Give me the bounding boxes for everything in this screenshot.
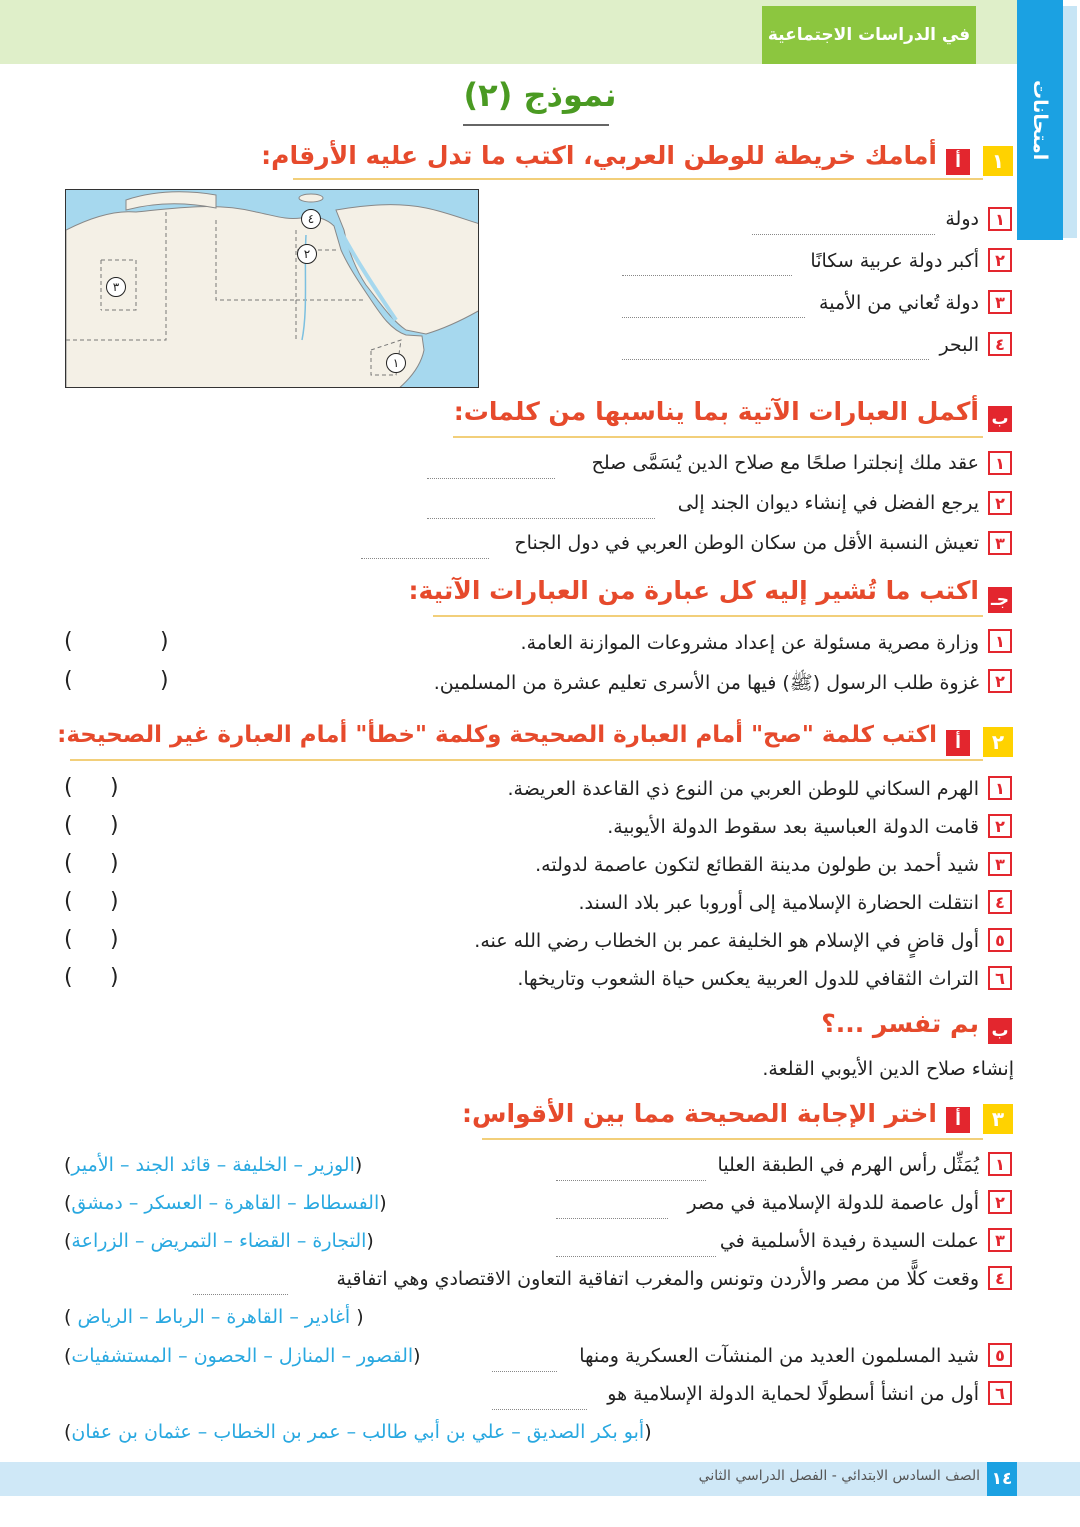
- q2-a-item-4-text: انتقلت الحضارة الإسلامية إلى أوروبا عبر بلاد السند.: [578, 892, 979, 914]
- q2-a-item-2-answer-right[interactable]: ): [110, 813, 119, 838]
- q1-c-item-1-answer-left[interactable]: (: [64, 629, 73, 654]
- q2-a-item-3-answer-right[interactable]: ): [110, 851, 119, 876]
- q1-a-item-1-blank[interactable]: [752, 234, 935, 235]
- q2-a-item-3-num: ٣: [988, 852, 1012, 876]
- q1-b-item-1-num: ١: [988, 451, 1012, 475]
- q1-c-letter: جـ: [988, 587, 1012, 613]
- q1-a-item-2-text: أكبر دولة عربية سكانًا: [810, 250, 979, 272]
- q2-a-underline: [70, 759, 983, 761]
- map-marker-2: ٢: [297, 244, 317, 264]
- q1-c-item-2-text: غزوة طلب الرسول (ﷺ) فيها من الأسرى تعليم عشرة من المسلمين.: [433, 672, 979, 694]
- q1-c-item-1-answer-right[interactable]: ): [160, 629, 169, 654]
- q1-a-item-4-blank[interactable]: [622, 359, 929, 360]
- q2-b-text: إنشاء صلاح الدين الأيوبي القلعة.: [762, 1058, 1014, 1080]
- q2-a-item-4-answer-left[interactable]: (: [64, 889, 73, 914]
- q3-a-underline: [482, 1138, 983, 1140]
- q2-a-item-1-num: ١: [988, 776, 1012, 800]
- q3-number: ٣: [983, 1104, 1013, 1134]
- model-title: نموذج (٢): [463, 76, 617, 114]
- q3-a-item-4-text: وقعت كلًّا من مصر والأردن وتونس والمغرب اتفاقية التعاون الاقتصادي وهي اتفاقية: [336, 1268, 979, 1290]
- q1-a-letter: أ: [946, 149, 970, 175]
- q3-a-item-3-blank[interactable]: [556, 1256, 716, 1257]
- q3-a-item-1-text: يُمَثِّل رأس الهرم في الطبقة العليا: [717, 1154, 979, 1176]
- q1-number: ١: [983, 146, 1013, 176]
- q1-a-item-4-text: البحر: [939, 334, 979, 356]
- map-marker-3: ٣: [106, 277, 126, 297]
- q1-c-item-2-num: ٢: [988, 669, 1012, 693]
- q2-a-item-5-answer-left[interactable]: (: [64, 927, 73, 952]
- q2-a-item-1-answer-right[interactable]: ): [110, 775, 119, 800]
- q1-a-item-2-num: ٢: [988, 248, 1012, 272]
- footer-text: الصف السادس الابتدائي - الفصل الدراسي الثاني: [698, 1468, 980, 1484]
- q1-a-item-3-blank[interactable]: [622, 317, 805, 318]
- q3-a-item-5-options: (القصور – المنازل – الحصون – المستشفيات): [64, 1345, 421, 1367]
- page-number: ١٤: [987, 1462, 1017, 1496]
- q2-a-item-2-num: ٢: [988, 814, 1012, 838]
- q1-a-underline: [293, 178, 983, 180]
- q3-a-item-4-num: ٤: [988, 1266, 1012, 1290]
- q1-a-item-1-num: ١: [988, 207, 1012, 231]
- q2-a-item-5-answer-right[interactable]: ): [110, 927, 119, 952]
- q1-b-item-2-text: يرجع الفضل في إنشاء ديوان الجند إلى: [677, 492, 979, 514]
- q1-b-item-1-blank[interactable]: [427, 478, 555, 479]
- map-marker-1: ١: [386, 353, 406, 373]
- q1-c-heading: اكتب ما تُشير إليه كل عبارة من العبارات الآتية:: [408, 576, 979, 605]
- q1-c-item-1-num: ١: [988, 629, 1012, 653]
- q3-a-item-3-options: (التجارة – القضاء – التمريض – الزراعة): [64, 1230, 374, 1252]
- q3-a-heading: اختر الإجابة الصحيحة مما بين الأقواس:: [462, 1099, 937, 1128]
- q1-b-heading: أكمل العبارات الآتية بما يناسبها من كلمات:: [453, 397, 979, 426]
- q2-a-item-5-num: ٥: [988, 928, 1012, 952]
- q1-b-item-3-num: ٣: [988, 531, 1012, 555]
- q1-b-item-3-blank[interactable]: [361, 558, 489, 559]
- q2-a-item-3-text: شيد أحمد بن طولون مدينة القطائع لتكون عاصمة لدولته.: [535, 854, 979, 876]
- q2-a-item-6-answer-right[interactable]: ): [110, 965, 119, 990]
- q3-a-item-2-num: ٢: [988, 1190, 1012, 1214]
- q1-c-item-2-answer-right[interactable]: ): [160, 668, 169, 693]
- q3-a-item-5-num: ٥: [988, 1343, 1012, 1367]
- q2-a-item-4-num: ٤: [988, 890, 1012, 914]
- q2-a-item-1-text: الهرم السكاني للوطن العربي من النوع ذي القاعدة العريضة.: [507, 778, 979, 800]
- arab-world-map: [65, 189, 479, 388]
- q3-a-item-1-options: (الوزير – الخليفة – قائد الجند – الأمير): [64, 1154, 363, 1176]
- q1-a-item-4-num: ٤: [988, 332, 1012, 356]
- q1-b-item-1-text: عقد ملك إنجلترا صلحًا مع صلاح الدين يُسَمَّى صلح: [591, 452, 979, 474]
- q1-b-underline: [453, 436, 983, 438]
- q3-a-item-4-blank[interactable]: [193, 1294, 288, 1295]
- q1-a-item-1-text: دولة: [945, 208, 979, 230]
- q2-a-item-1-answer-left[interactable]: (: [64, 775, 73, 800]
- title-underline: [463, 124, 609, 126]
- q3-a-letter: أ: [946, 1107, 970, 1133]
- q2-a-letter: أ: [946, 730, 970, 756]
- map-marker-4: ٤: [301, 209, 321, 229]
- q3-a-item-3-text: عملت السيدة رفيدة الأسلمية في: [719, 1230, 979, 1252]
- q3-a-item-2-text: أول عاصمة للدولة الإسلامية في مصر: [687, 1192, 979, 1214]
- q3-a-item-3-num: ٣: [988, 1228, 1012, 1252]
- q2-a-item-6-text: التراث الثقافي للدول العربية يعكس حياة الشعوب وتاريخها.: [517, 968, 979, 990]
- q1-c-item-2-answer-left[interactable]: (: [64, 668, 73, 693]
- q1-b-item-3-text: تعيش النسبة الأقل من سكان الوطن العربي في دول الجناح: [514, 532, 979, 554]
- q1-a-item-2-blank[interactable]: [622, 275, 792, 276]
- q3-a-item-5-text: شيد المسلمون العديد من المنشآت العسكرية ومنها: [579, 1345, 979, 1367]
- q2-a-item-6-answer-left[interactable]: (: [64, 965, 73, 990]
- q3-a-item-6-num: ٦: [988, 1381, 1012, 1405]
- q2-b-heading: بم تفسر ...؟: [821, 1009, 979, 1038]
- q3-a-item-5-blank[interactable]: [492, 1371, 557, 1372]
- q3-a-item-6-options: (أبو بكر الصديق – علي بن أبي طالب – عمر بن الخطاب – عثمان بن عفان): [64, 1421, 652, 1443]
- q2-a-heading: اكتب كلمة "صح" أمام العبارة الصحيحة وكلمة "خطأ" أمام العبارة غير الصحيحة:: [57, 722, 937, 748]
- q2-a-item-6-num: ٦: [988, 966, 1012, 990]
- q3-a-item-4-options: ( أغادير – القاهرة – الرباط – الرياض ): [64, 1306, 364, 1328]
- q1-a-item-3-num: ٣: [988, 290, 1012, 314]
- q3-a-item-6-text: أول من انشأ أسطولًا لحماية الدولة الإسلامية هو: [607, 1383, 979, 1405]
- q2-a-item-2-answer-left[interactable]: (: [64, 813, 73, 838]
- q2-b-letter: ب: [988, 1018, 1012, 1044]
- q3-a-item-1-blank[interactable]: [556, 1180, 706, 1181]
- q1-b-item-2-num: ٢: [988, 491, 1012, 515]
- q1-b-item-2-blank[interactable]: [427, 518, 655, 519]
- q2-a-item-3-answer-left[interactable]: (: [64, 851, 73, 876]
- q3-a-item-6-blank[interactable]: [492, 1409, 587, 1410]
- q2-number: ٢: [983, 727, 1013, 757]
- q2-a-item-5-text: أول قاضٍ في الإسلام هو الخليفة عمر بن الخطاب رضي الله عنه.: [474, 930, 979, 952]
- q3-a-item-1-num: ١: [988, 1152, 1012, 1176]
- q3-a-item-2-options: (الفسطاط – القاهرة – العسكر – دمشق): [64, 1192, 387, 1214]
- q1-b-letter: ب: [988, 406, 1012, 432]
- q1-a-heading: أمامك خريطة للوطن العربي، اكتب ما تدل عليه الأرقام:: [261, 141, 937, 170]
- q2-a-item-2-text: قامت الدولة العباسية بعد سقوط الدولة الأيوبية.: [607, 816, 979, 838]
- side-label: امتحانات: [1029, 79, 1051, 161]
- q3-a-item-2-blank[interactable]: [556, 1218, 668, 1219]
- subject-tab: في الدراسات الاجتماعية: [762, 6, 976, 64]
- q1-c-item-1-text: وزارة مصرية مسئولة عن إعداد مشروعات الموازنة العامة.: [520, 632, 979, 654]
- q1-c-underline: [433, 615, 983, 617]
- q2-a-item-4-answer-right[interactable]: ): [110, 889, 119, 914]
- q1-a-item-3-text: دولة تُعاني من الأمية: [819, 292, 979, 314]
- map-drawing: [66, 190, 479, 388]
